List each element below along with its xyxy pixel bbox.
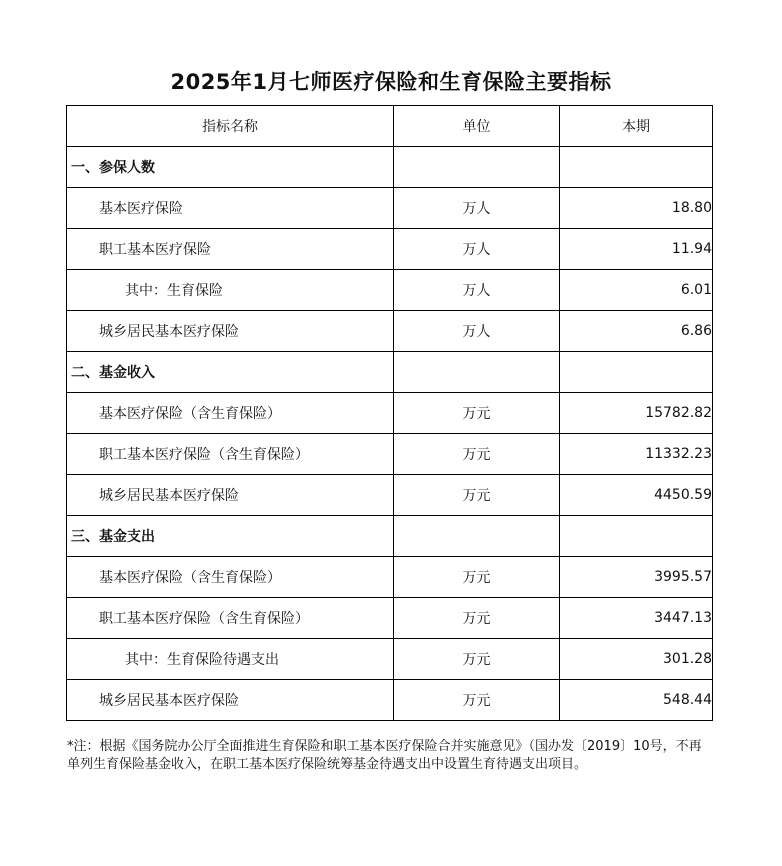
table-row <box>67 188 713 229</box>
table-row <box>67 434 713 475</box>
table-row <box>67 639 713 680</box>
indicator-name: 职工基本医疗保险（含生育保险） <box>67 434 394 475</box>
unit-cell: 万元 <box>394 680 560 721</box>
table-row <box>67 393 713 434</box>
table-row <box>67 557 713 598</box>
value-cell: 11332.23 <box>560 434 713 475</box>
value-cell <box>560 147 713 188</box>
unit-cell: 万元 <box>394 434 560 475</box>
section-title: 三、基金支出 <box>67 516 394 557</box>
table-row <box>67 598 713 639</box>
value-cell: 3447.13 <box>560 598 713 639</box>
value-cell: 301.28 <box>560 639 713 680</box>
unit-cell: 万元 <box>394 598 560 639</box>
unit-cell <box>394 352 560 393</box>
unit-cell: 万元 <box>394 475 560 516</box>
value-cell: 3995.57 <box>560 557 713 598</box>
unit-cell <box>394 147 560 188</box>
unit-cell: 万人 <box>394 270 560 311</box>
indicator-name: 基本医疗保险 <box>67 188 394 229</box>
value-cell: 6.01 <box>560 270 713 311</box>
table-body <box>67 147 713 721</box>
table-row <box>67 475 713 516</box>
indicator-name: 城乡居民基本医疗保险 <box>67 311 394 352</box>
section-title: 一、参保人数 <box>67 147 394 188</box>
table-row <box>67 680 713 721</box>
indicator-name: 职工基本医疗保险 <box>67 229 394 270</box>
header-unit: 单位 <box>394 106 560 147</box>
value-cell: 4450.59 <box>560 475 713 516</box>
indicator-name: 职工基本医疗保险（含生育保险） <box>67 598 394 639</box>
table-row <box>67 229 713 270</box>
indicator-table <box>66 105 713 721</box>
unit-cell: 万元 <box>394 557 560 598</box>
section-title: 二、基金收入 <box>67 352 394 393</box>
section-header-row <box>67 516 713 557</box>
indicator-name: 基本医疗保险（含生育保险） <box>67 393 394 434</box>
page-title: 2025年1月七师医疗保险和生育保险主要指标 <box>170 70 612 94</box>
unit-cell: 万人 <box>394 188 560 229</box>
footnote: *注：根据《国务院办公厅全面推进生育保险和职工基本医疗保险合并实施意见》（国办发〔2019〕10号，不再单列生育保险基金收入，在职工基本医疗保险统筹基金待遇支出中设置生育待遇支出项目。 <box>67 739 702 772</box>
section-header-row <box>67 352 713 393</box>
value-cell <box>560 352 713 393</box>
table-header-row <box>67 106 713 147</box>
value-cell: 15782.82 <box>560 393 713 434</box>
indicator-name: 城乡居民基本医疗保险 <box>67 475 394 516</box>
indicator-name: 其中：生育保险 <box>67 270 394 311</box>
unit-cell: 万人 <box>394 229 560 270</box>
unit-cell: 万人 <box>394 311 560 352</box>
unit-cell: 万元 <box>394 639 560 680</box>
table-row <box>67 311 713 352</box>
value-cell <box>560 516 713 557</box>
value-cell: 6.86 <box>560 311 713 352</box>
value-cell: 11.94 <box>560 229 713 270</box>
indicator-name: 基本医疗保险（含生育保险） <box>67 557 394 598</box>
value-cell: 548.44 <box>560 680 713 721</box>
header-current-period: 本期 <box>560 106 713 147</box>
indicator-name: 城乡居民基本医疗保险 <box>67 680 394 721</box>
header-indicator-name: 指标名称 <box>67 106 394 147</box>
table-row <box>67 270 713 311</box>
section-header-row <box>67 147 713 188</box>
indicator-name: 其中：生育保险待遇支出 <box>67 639 394 680</box>
unit-cell <box>394 516 560 557</box>
unit-cell: 万元 <box>394 393 560 434</box>
value-cell: 18.80 <box>560 188 713 229</box>
